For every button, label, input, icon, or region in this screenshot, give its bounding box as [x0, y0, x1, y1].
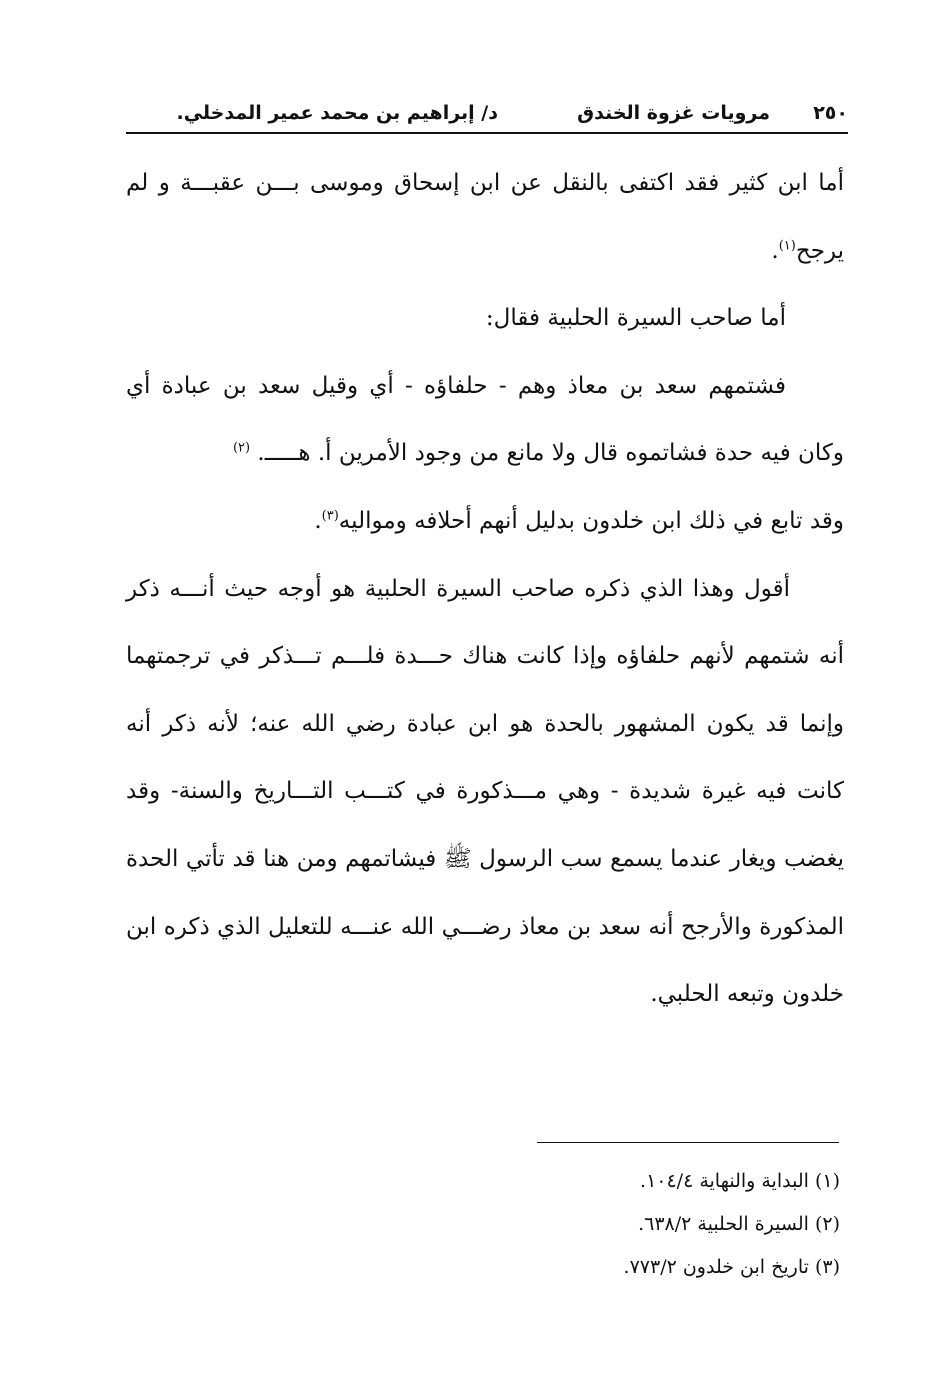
paragraph-4-end: . — [314, 507, 322, 534]
footnote-ref-3: (٣) — [321, 508, 339, 524]
body-text — [126, 150, 844, 1029]
running-header — [126, 100, 848, 134]
paragraph-3-text: فشتمهم سعد بن معاذ وهم - حلفاؤه - أي وقيل سعد بن عبادة أي وكان فيه حدة فشاتموه قال ولا مانع من وجود الأمرين أ. هـــــ. — [126, 372, 844, 467]
paragraph-3 — [126, 353, 844, 488]
paragraph-4 — [126, 488, 844, 556]
author-name: د/ إبراهيم بن محمد عمير المدخلي. — [176, 102, 498, 124]
honorific-glyph: ﷺ — [443, 845, 472, 872]
footnote-3: (٣) تاريخ ابن خلدون ٧٧٣/٢. — [623, 1256, 840, 1278]
footnote-ref-2: (٢) — [232, 440, 251, 456]
paragraph-2 — [126, 285, 844, 353]
paragraph-5-text-a: أقول وهذا الذي ذكره صاحب السيرة الحلبية هو أوجه حيث أنـــه ذكر أنه شتمهم لأنهم حلفاؤه وإذا كانت هناك حـــدة فلـــم تـــذكر في ترجمتهما وإنما قد يكون المشهور بالحدة هو ابن عبادة رضي الله عنه؛ لأنه ذكر أنه كانت فيه غيرة شديدة - وهي مـــذكورة في كتـــب التـــاريخ والسنة- وقد يغضب ويغار عندما يسمع سب الرسول — [126, 575, 845, 872]
paragraph-5-text-b: فيشاتمهم ومن هنا قد تأتي الحدة المذكورة والأرجح أنه سعد بن معاذ رضـــي الله عنـــه للتعليل الذي ذكره ابن خلدون وتبعه الحلبي. — [126, 845, 844, 1008]
footnotes — [380, 1160, 840, 1289]
paragraph-1-end: . — [771, 237, 779, 264]
page-number: ٢٥٠ — [813, 102, 848, 124]
footnote-1: (١) البداية والنهاية ١٠٤/٤. — [640, 1170, 840, 1192]
paragraph-1-text: أما ابن كثير فقد اكتفى بالنقل عن ابن إسحاق وموسى بـــن عقبـــة و لم يرجح — [126, 170, 844, 264]
paragraph-1 — [126, 150, 844, 285]
book-title: مرويات غزوة الخندق — [577, 102, 770, 124]
footnote-2: (٢) السيرة الحلبية ٦٣٨/٢. — [638, 1213, 840, 1235]
paragraph-2-text: أما صاحب السيرة الحلبية فقال: — [485, 305, 786, 332]
paragraph-5 — [126, 556, 844, 1029]
paragraph-4-text: وقد تابع في ذلك ابن خلدون بدليل أنهم أحلافه ومواليه — [338, 507, 844, 534]
footnote-separator — [537, 1142, 839, 1143]
footnote-ref-1: (١) — [778, 237, 796, 253]
